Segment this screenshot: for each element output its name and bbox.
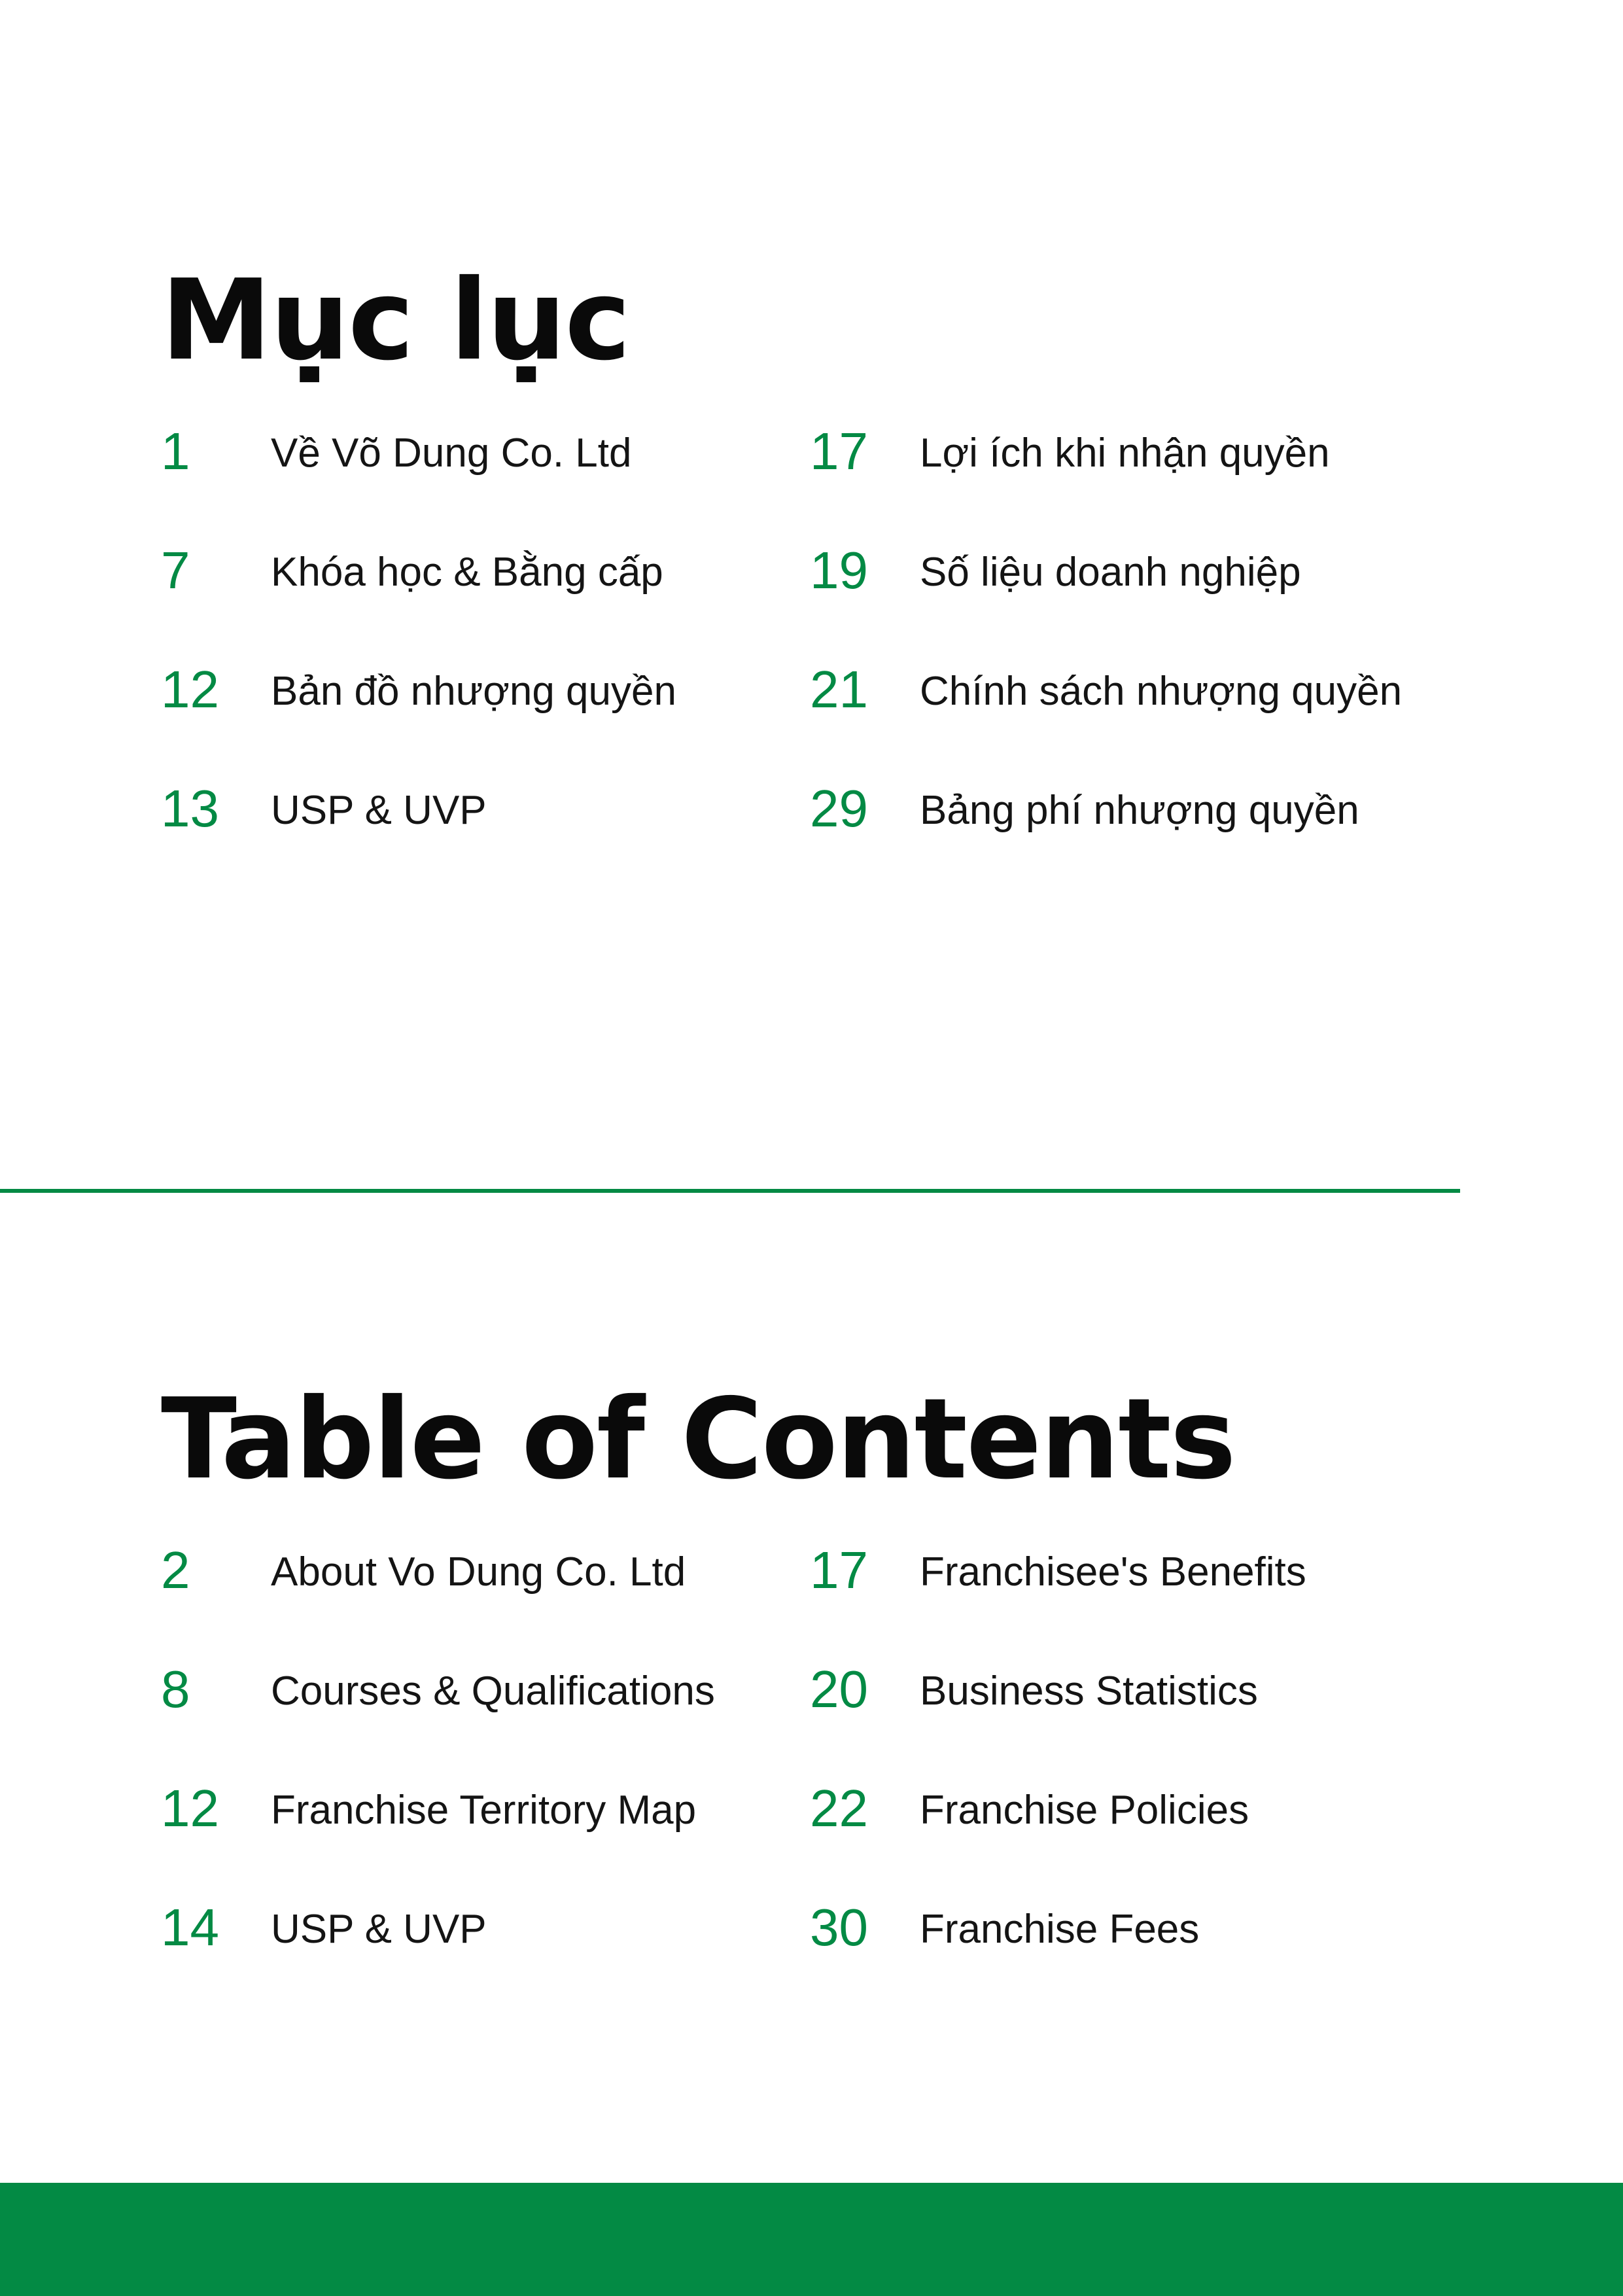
toc-page-number: 20 <box>810 1660 868 1718</box>
toc-page-number: 21 <box>810 660 868 718</box>
footer-bar <box>0 2183 1623 2296</box>
toc-column-left <box>161 1538 802 2014</box>
toc-page-number: 17 <box>810 422 868 480</box>
toc-page-number: 29 <box>810 779 868 838</box>
toc-page-number: 8 <box>161 1660 190 1718</box>
toc-entry[interactable] <box>810 538 1451 657</box>
toc-column-left <box>161 419 802 895</box>
toc-entry-label: Bảng phí nhượng quyền <box>920 788 1359 833</box>
toc-entry-label: Franchise Fees <box>920 1907 1200 1952</box>
toc-list-vietnamese <box>161 419 1469 916</box>
toc-entry[interactable] <box>810 1895 1451 2014</box>
toc-page-number: 14 <box>161 1898 219 1956</box>
toc-entry[interactable] <box>161 776 802 895</box>
toc-entry[interactable] <box>161 419 802 538</box>
toc-entry-label: Lợi ích khi nhận quyền <box>920 431 1330 476</box>
toc-entry-label: Về Võ Dung Co. Ltd <box>271 431 632 476</box>
toc-entry[interactable] <box>810 657 1451 776</box>
toc-entry-label: USP & UVP <box>271 1907 487 1952</box>
toc-entry-label: Số liệu doanh nghiệp <box>920 550 1301 595</box>
toc-entry-label: Franchise Territory Map <box>271 1788 697 1833</box>
toc-entry[interactable] <box>810 1538 1451 1657</box>
toc-entry-label: Franchise Policies <box>920 1788 1249 1833</box>
toc-page-number: 2 <box>161 1541 190 1599</box>
toc-section-english <box>161 1368 1469 2035</box>
toc-entry-label: Courses & Qualifications <box>271 1669 715 1714</box>
toc-page-number: 19 <box>810 541 868 599</box>
toc-entry-label: Bản đồ nhượng quyền <box>271 669 676 714</box>
toc-entry[interactable] <box>810 1776 1451 1895</box>
toc-list-english <box>161 1538 1469 2035</box>
toc-entry[interactable] <box>161 1895 802 2014</box>
toc-page-number: 1 <box>161 422 190 480</box>
toc-entry[interactable] <box>161 657 802 776</box>
toc-entry-label: Khóa học & Bằng cấp <box>271 550 663 595</box>
section-divider <box>0 1189 1460 1193</box>
toc-title-english: Table of Contents <box>161 1375 1235 1504</box>
toc-page-number: 30 <box>810 1898 868 1956</box>
toc-page-number: 13 <box>161 779 219 838</box>
toc-entry-label: USP & UVP <box>271 788 487 833</box>
toc-title-vietnamese: Mục lục <box>161 256 630 385</box>
toc-entry[interactable] <box>161 1538 802 1657</box>
toc-page-number: 17 <box>810 1541 868 1599</box>
toc-page-number: 12 <box>161 660 219 718</box>
toc-column-right <box>810 419 1451 895</box>
toc-entry[interactable] <box>810 776 1451 895</box>
toc-entry-label: Chính sách nhượng quyền <box>920 669 1403 714</box>
toc-entry-label: About Vo Dung Co. Ltd <box>271 1549 686 1595</box>
toc-entry[interactable] <box>810 1657 1451 1776</box>
toc-page-number: 22 <box>810 1779 868 1837</box>
toc-entry[interactable] <box>161 1776 802 1895</box>
toc-entry-label: Business Statistics <box>920 1669 1258 1714</box>
toc-entry[interactable] <box>161 538 802 657</box>
toc-entry[interactable] <box>810 419 1451 538</box>
toc-page-number: 12 <box>161 1779 219 1837</box>
toc-entry[interactable] <box>161 1657 802 1776</box>
toc-page-number: 7 <box>161 541 190 599</box>
toc-column-right <box>810 1538 1451 2014</box>
toc-entry-label: Franchisee's Benefits <box>920 1549 1306 1595</box>
toc-section-vietnamese <box>161 249 1469 916</box>
